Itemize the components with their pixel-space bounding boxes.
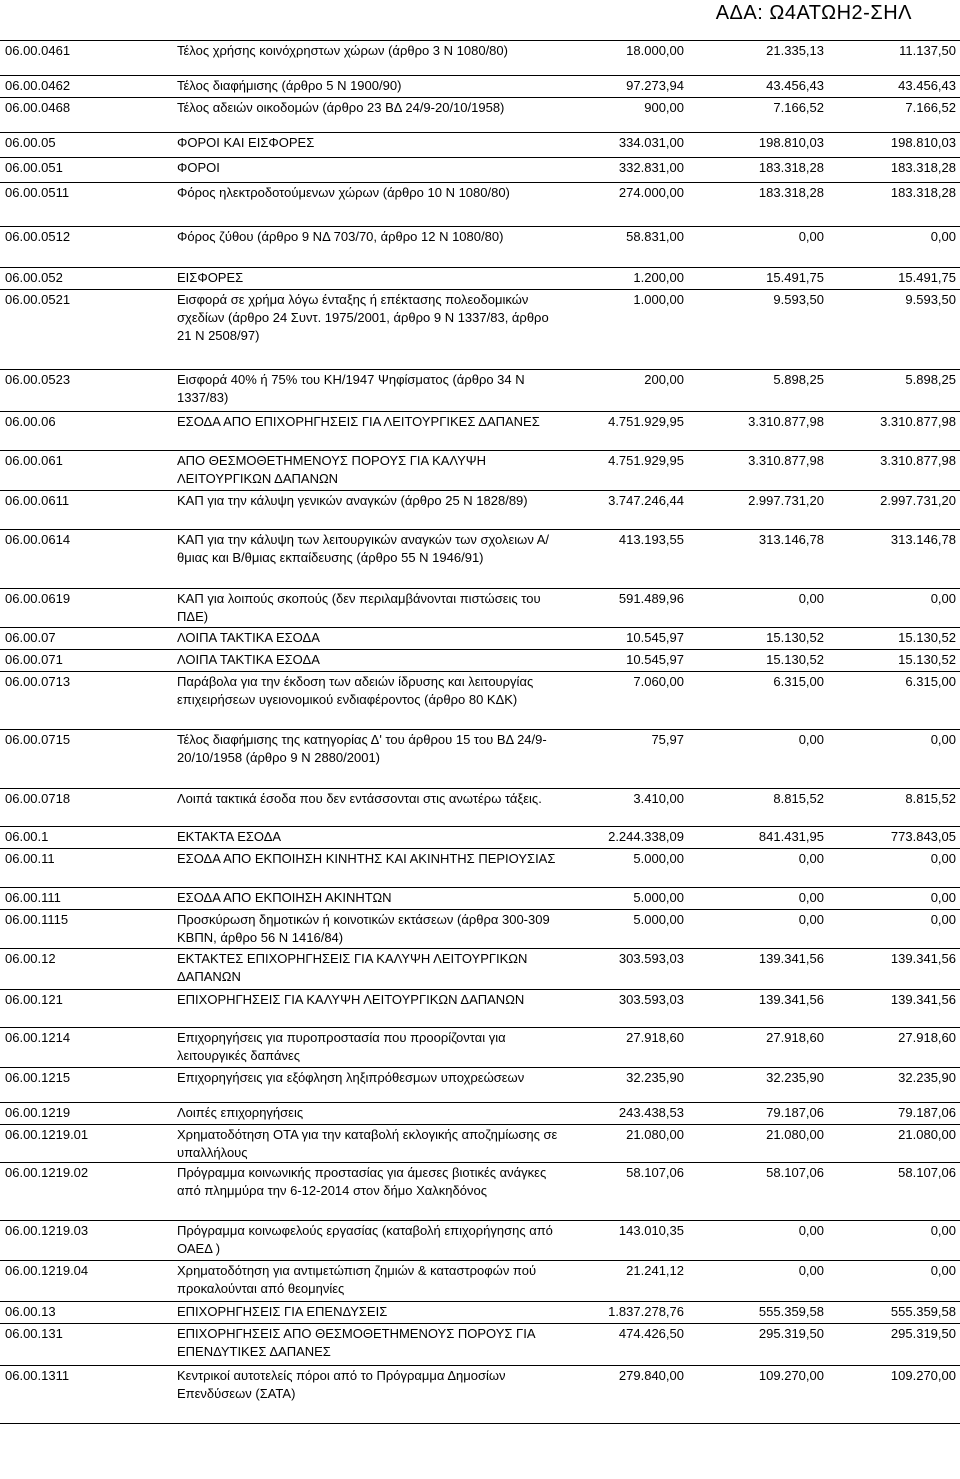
row-value-collected: 0,00 <box>930 732 956 747</box>
table-row <box>0 158 960 183</box>
row-value-collected: 11.137,50 <box>899 43 956 58</box>
row-code: 06.00.1115 <box>5 912 69 927</box>
table-row <box>0 98 960 133</box>
row-code: 06.00.1311 <box>5 1368 70 1383</box>
row-value-collected: 9.593,50 <box>905 292 956 307</box>
row-value-certified: 109.270,00 <box>758 1368 824 1383</box>
table-row <box>0 1302 960 1324</box>
row-code: 06.00.11 <box>5 851 55 866</box>
row-code: 06.00.05 <box>5 135 56 150</box>
row-value-certified: 15.130,52 <box>766 630 824 645</box>
row-code: 06.00.0468 <box>5 100 71 115</box>
row-description: ΕΣΟΔΑ ΑΠΟ ΕΚΠΟΙΗΣΗ ΑΚΙΝΗΤΩΝ <box>177 890 392 905</box>
row-value-collected: 5.898,25 <box>905 372 956 387</box>
row-value-certified: 2.997.731,20 <box>748 493 824 508</box>
row-code: 06.00.121 <box>5 992 63 1007</box>
table-row <box>0 849 960 888</box>
row-description: Φόρος ηλεκτροδοτούμενων χώρων (άρθρο 10 Ν 1080/80) <box>177 185 510 200</box>
row-value-budget: 32.235,90 <box>626 1070 684 1085</box>
table-row <box>0 370 960 412</box>
row-description: Παράβολα για την έκδοση των αδειών ίδρυσης και λειτουργίας επιχειρήσεων υγειονομικού ενδιαφέροντος (άρθρο 80 ΚΔΚ) <box>177 674 534 707</box>
row-description: ΕΠΙΧΟΡΗΓΗΣΕΙΣ ΓΙΑ ΚΑΛΥΨΗ ΛΕΙΤΟΥΡΓΙΚΩΝ ΔΑΠΑΝΩΝ <box>177 992 525 1007</box>
row-description: ΚΑΠ για λοιπούς σκοπούς (δεν περιλαμβάνονται πιστώσεις του ΠΔΕ) <box>177 591 541 624</box>
row-value-collected: 0,00 <box>930 851 956 866</box>
row-description: Τέλος διαφήμισης (άρθρο 5 Ν 1900/90) <box>177 78 402 93</box>
row-value-certified: 0,00 <box>798 229 824 244</box>
row-value-collected: 27.918,60 <box>898 1030 956 1045</box>
table-row <box>0 451 960 491</box>
row-code: 06.00.1219.01 <box>5 1127 89 1142</box>
table-row <box>0 1125 960 1163</box>
row-value-budget: 18.000,00 <box>626 43 684 58</box>
row-value-collected: 139.341,56 <box>890 951 956 966</box>
budget-table <box>0 41 960 1424</box>
row-value-certified: 0,00 <box>798 851 824 866</box>
row-code: 06.00.12 <box>5 951 56 966</box>
row-description: Προσκύρωση δημοτικών ή κοινοτικών εκτάσεων (άρθρα 300-309 ΚΒΠΝ, άρθρο 56 Ν 1416/84) <box>177 912 550 945</box>
row-value-budget: 274.000,00 <box>618 185 684 200</box>
row-value-collected: 313.146,78 <box>890 532 956 547</box>
row-description: ΛΟΙΠΑ ΤΑΚΤΙΚΑ ΕΣΟΔΑ <box>177 630 320 645</box>
row-value-budget: 5.000,00 <box>633 890 684 905</box>
row-description: Εισφορά 40% ή 75% του ΚΗ/1947 Ψηφίσματος (άρθρο 34 Ν 1337/83) <box>177 372 525 405</box>
row-value-certified: 139.341,56 <box>758 951 824 966</box>
row-description: Λοιπές επιχορηγήσεις <box>177 1105 304 1120</box>
table-row <box>0 268 960 290</box>
row-code: 06.00.131 <box>5 1326 63 1341</box>
row-value-certified: 183.318,28 <box>758 160 824 175</box>
row-value-budget: 5.000,00 <box>633 851 684 866</box>
table-row <box>0 949 960 990</box>
table-row <box>0 789 960 827</box>
row-value-budget: 58.107,06 <box>626 1165 684 1180</box>
row-value-collected: 0,00 <box>930 1263 956 1278</box>
row-description: ΕΣΟΔΑ ΑΠΟ ΕΚΠΟΙΗΣΗ ΚΙΝΗΤΗΣ ΚΑΙ ΑΚΙΝΗΤΗΣ ΠΕΡΙΟΥΣΙΑΣ <box>177 851 556 866</box>
table-row <box>0 730 960 789</box>
row-value-budget: 303.593,03 <box>618 951 684 966</box>
table-row <box>0 1366 960 1424</box>
row-code: 06.00.1219.02 <box>5 1165 89 1180</box>
row-value-certified: 139.341,56 <box>758 992 824 1007</box>
row-description: Κεντρικοί αυτοτελείς πόροι από το Πρόγραμμα Δημοσίων Επενδύσεων (ΣΑΤΑ) <box>177 1368 506 1401</box>
row-code: 06.00.1215 <box>5 1070 71 1085</box>
row-code: 06.00.13 <box>5 1304 56 1319</box>
row-value-budget: 413.193,55 <box>618 532 684 547</box>
row-value-budget: 3.747.246,44 <box>608 493 684 508</box>
row-code: 06.00.0523 <box>5 372 71 387</box>
row-code: 06.00.0521 <box>5 292 71 307</box>
row-value-certified: 32.235,90 <box>766 1070 824 1085</box>
row-value-certified: 79.187,06 <box>766 1105 824 1120</box>
row-description: ΚΑΠ για την κάλυψη γενικών αναγκών (άρθρο 25 Ν 1828/89) <box>177 493 528 508</box>
row-value-certified: 15.491,75 <box>766 270 824 285</box>
table-row <box>0 290 960 370</box>
row-value-budget: 900,00 <box>644 100 684 115</box>
row-value-collected: 183.318,28 <box>890 185 956 200</box>
row-value-certified: 198.810,03 <box>758 135 824 150</box>
row-value-budget: 303.593,03 <box>618 992 684 1007</box>
row-value-budget: 3.410,00 <box>633 791 684 806</box>
row-value-budget: 200,00 <box>644 372 684 387</box>
row-value-budget: 591.489,96 <box>618 591 684 606</box>
row-value-budget: 7.060,00 <box>633 674 684 689</box>
table-row <box>0 1103 960 1125</box>
row-code: 06.00.0619 <box>5 591 71 606</box>
row-value-certified: 58.107,06 <box>766 1165 824 1180</box>
row-description: ΕΠΙΧΟΡΗΓΗΣΕΙΣ ΓΙΑ ΕΠΕΝΔΥΣΕΙΣ <box>177 1304 388 1319</box>
table-row <box>0 1163 960 1221</box>
row-value-budget: 97.273,94 <box>626 78 684 93</box>
row-code: 06.00.1219 <box>5 1105 71 1120</box>
row-value-collected: 21.080,00 <box>898 1127 956 1142</box>
table-row <box>0 1324 960 1366</box>
row-value-budget: 4.751.929,95 <box>608 414 684 429</box>
row-description: Τέλος χρήσης κοινόχρηστων χώρων (άρθρο 3 Ν 1080/80) <box>177 43 508 58</box>
row-value-budget: 279.840,00 <box>618 1368 684 1383</box>
row-code: 06.00.1 <box>5 829 49 844</box>
row-code: 06.00.0512 <box>5 229 71 244</box>
row-description: Χρηματοδότηση ΟΤΑ για την καταβολή εκλογικής αποζημίωσης σε υπαλλήλους <box>177 1127 558 1160</box>
row-code: 06.00.0718 <box>5 791 71 806</box>
table-row <box>0 530 960 589</box>
row-value-budget: 243.438,53 <box>618 1105 684 1120</box>
row-value-certified: 9.593,50 <box>773 292 824 307</box>
row-value-certified: 3.310.877,98 <box>748 414 824 429</box>
table-row <box>0 76 960 98</box>
row-value-collected: 183.318,28 <box>890 160 956 175</box>
table-row <box>0 412 960 451</box>
row-value-budget: 1.000,00 <box>633 292 684 307</box>
row-value-certified: 3.310.877,98 <box>748 453 824 468</box>
table-row <box>0 589 960 628</box>
row-code: 06.00.0614 <box>5 532 71 547</box>
row-value-budget: 2.244.338,09 <box>608 829 684 844</box>
table-row <box>0 1261 960 1302</box>
row-value-budget: 1.200,00 <box>633 270 684 285</box>
row-value-certified: 6.315,00 <box>773 674 824 689</box>
row-description: Πρόγραμμα κοινωνικής προστασίας για άμεσες βιοτικές ανάγκες από πλημμύρα την 6-12-2014 στον δήμο Χαλκηδόνος <box>177 1165 547 1198</box>
row-value-certified: 0,00 <box>798 732 824 747</box>
row-code: 06.00.0611 <box>5 493 70 508</box>
row-value-budget: 334.031,00 <box>618 135 684 150</box>
row-value-certified: 5.898,25 <box>773 372 824 387</box>
row-code: 06.00.061 <box>5 453 63 468</box>
row-value-budget: 1.837.278,76 <box>608 1304 684 1319</box>
row-value-certified: 295.319,50 <box>758 1326 824 1341</box>
row-value-collected: 6.315,00 <box>905 674 956 689</box>
row-value-collected: 109.270,00 <box>890 1368 956 1383</box>
row-value-budget: 5.000,00 <box>633 912 684 927</box>
table-row <box>0 672 960 730</box>
row-value-budget: 10.545,97 <box>626 652 684 667</box>
row-value-certified: 0,00 <box>798 912 824 927</box>
table-row <box>0 183 960 227</box>
row-description: ΦΟΡΟΙ ΚΑΙ ΕΙΣΦΟΡΕΣ <box>177 135 315 150</box>
row-description: ΦΟΡΟΙ <box>177 160 220 175</box>
row-value-collected: 3.310.877,98 <box>880 414 956 429</box>
ada-header: ΑΔΑ: Ω4ΑΤΩΗ2-ΣΗΛ <box>715 2 912 24</box>
row-value-budget: 58.831,00 <box>626 229 684 244</box>
row-description: Τέλος αδειών οικοδομών (άρθρο 23 ΒΔ 24/9-20/10/1958) <box>177 100 505 115</box>
row-description: Χρηματοδότηση για αντιμετώπιση ζημιών & καταστροφών πού προκαλούνται από θεομηνίες <box>177 1263 537 1296</box>
row-description: ΕΙΣΦΟΡΕΣ <box>177 270 244 285</box>
row-value-collected: 0,00 <box>930 912 956 927</box>
row-code: 06.00.0462 <box>5 78 71 93</box>
row-value-certified: 8.815,52 <box>773 791 824 806</box>
table-row <box>0 650 960 672</box>
row-description: ΕΚΤΑΚΤΕΣ ΕΠΙΧΟΡΗΓΗΣΕΙΣ ΓΙΑ ΚΑΛΥΨΗ ΛΕΙΤΟΥΡΓΙΚΩΝ ΔΑΠΑΝΩΝ <box>177 951 528 984</box>
row-value-collected: 15.130,52 <box>898 652 956 667</box>
row-description: Επιχορηγήσεις για πυροπροστασία που προορίζονται για λειτουργικές δαπάνες <box>177 1030 506 1063</box>
row-code: 06.00.1219.04 <box>5 1263 89 1278</box>
row-value-certified: 313.146,78 <box>758 532 824 547</box>
row-code: 06.00.07 <box>5 630 56 645</box>
row-value-budget: 4.751.929,95 <box>608 453 684 468</box>
row-code: 06.00.052 <box>5 270 63 285</box>
row-value-certified: 27.918,60 <box>766 1030 824 1045</box>
table-row <box>0 41 960 76</box>
row-value-certified: 21.335,13 <box>766 43 824 58</box>
row-value-collected: 7.166,52 <box>905 100 956 115</box>
table-row <box>0 1028 960 1068</box>
row-value-collected: 15.491,75 <box>898 270 956 285</box>
table-row <box>0 990 960 1028</box>
row-code: 06.00.0461 <box>5 43 71 58</box>
row-description: ΚΑΠ για την κάλυψη των λειτουργικών αναγκών των σχολειων Α/θμιας και Β/θμιας εκπαίδευσης (άρθρο 55 Ν 1946/91) <box>177 532 550 565</box>
row-description: Φόρος ζύθου (άρθρο 9 ΝΔ 703/70, άρθρο 12 Ν 1080/80) <box>177 229 504 244</box>
row-value-budget: 21.080,00 <box>626 1127 684 1142</box>
row-description: Τέλος διαφήμισης της κατηγορίας Δ' του άρθρου 15 του ΒΔ 24/9-20/10/1958 (άρθρο 9 Ν 2880/2001) <box>177 732 547 765</box>
row-value-budget: 75,97 <box>651 732 684 747</box>
row-value-certified: 7.166,52 <box>773 100 824 115</box>
row-code: 06.00.0511 <box>5 185 70 200</box>
row-code: 06.00.06 <box>5 414 56 429</box>
row-value-collected: 295.319,50 <box>890 1326 956 1341</box>
row-description: Πρόγραμμα κοινωφελούς εργασίας (καταβολή επιχορήγησης από ΟΑΕΔ ) <box>177 1223 553 1256</box>
row-code: 06.00.051 <box>5 160 63 175</box>
row-value-collected: 555.359,58 <box>890 1304 956 1319</box>
table-row <box>0 491 960 530</box>
row-value-certified: 21.080,00 <box>766 1127 824 1142</box>
row-value-collected: 8.815,52 <box>905 791 956 806</box>
row-description: Εισφορά σε χρήμα λόγω ένταξης ή επέκτασης πολεοδομικών σχεδίων (άρθρο 24 Συντ. 1975/2001, άρθρο 9 Ν 1337/83, άρθρο 21 Ν 2508/97) <box>177 292 549 343</box>
row-code: 06.00.071 <box>5 652 63 667</box>
table-row <box>0 888 960 910</box>
row-value-budget: 143.010,35 <box>618 1223 684 1238</box>
row-value-budget: 21.241,12 <box>626 1263 684 1278</box>
table-row <box>0 133 960 158</box>
row-value-certified: 0,00 <box>798 1223 824 1238</box>
row-description: ΛΟΙΠΑ ΤΑΚΤΙΚΑ ΕΣΟΔΑ <box>177 652 320 667</box>
row-value-collected: 0,00 <box>930 890 956 905</box>
table-row <box>0 827 960 849</box>
table-row <box>0 1221 960 1261</box>
row-description: Λοιπά τακτικά έσοδα που δεν εντάσσονται στις ανωτέρω τάξεις. <box>177 791 542 806</box>
row-value-certified: 841.431,95 <box>758 829 824 844</box>
row-code: 06.00.111 <box>5 890 61 905</box>
row-value-collected: 3.310.877,98 <box>880 453 956 468</box>
row-value-budget: 474.426,50 <box>618 1326 684 1341</box>
table-row <box>0 227 960 268</box>
row-value-collected: 32.235,90 <box>898 1070 956 1085</box>
row-value-collected: 139.341,56 <box>890 992 956 1007</box>
row-description: ΕΚΤΑΚΤΑ ΕΣΟΔΑ <box>177 829 282 844</box>
row-value-collected: 43.456,43 <box>898 78 956 93</box>
row-value-collected: 58.107,06 <box>898 1165 956 1180</box>
row-value-certified: 0,00 <box>798 591 824 606</box>
row-description: ΑΠΟ ΘΕΣΜΟΘΕΤΗΜΕΝΟΥΣ ΠΟΡΟΥΣ ΓΙΑ ΚΑΛΥΨΗ ΛΕΙΤΟΥΡΓΙΚΩΝ ΔΑΠΑΝΩΝ <box>177 453 487 486</box>
table-row <box>0 1068 960 1103</box>
row-value-collected: 0,00 <box>930 591 956 606</box>
row-value-budget: 27.918,60 <box>626 1030 684 1045</box>
row-value-collected: 198.810,03 <box>890 135 956 150</box>
row-value-collected: 2.997.731,20 <box>880 493 956 508</box>
row-value-budget: 332.831,00 <box>618 160 684 175</box>
row-value-collected: 773.843,05 <box>890 829 956 844</box>
row-value-collected: 15.130,52 <box>898 630 956 645</box>
row-code: 06.00.0713 <box>5 674 71 689</box>
row-value-certified: 43.456,43 <box>766 78 824 93</box>
row-value-collected: 0,00 <box>930 229 956 244</box>
row-value-certified: 555.359,58 <box>758 1304 824 1319</box>
row-value-certified: 0,00 <box>798 1263 824 1278</box>
row-code: 06.00.1214 <box>5 1030 71 1045</box>
table-row <box>0 628 960 650</box>
row-value-collected: 0,00 <box>930 1223 956 1238</box>
row-description: ΕΣΟΔΑ ΑΠΟ ΕΠΙΧΟΡΗΓΗΣΕΙΣ ΓΙΑ ΛΕΙΤΟΥΡΓΙΚΕΣ ΔΑΠΑΝΕΣ <box>177 414 540 429</box>
row-description: Επιχορηγήσεις για εξόφληση ληξιπρόθεσμων υποχρεώσεων <box>177 1070 525 1085</box>
row-value-certified: 15.130,52 <box>766 652 824 667</box>
row-code: 06.00.0715 <box>5 732 71 747</box>
row-description: ΕΠΙΧΟΡΗΓΗΣΕΙΣ ΑΠΟ ΘΕΣΜΟΘΕΤΗΜΕΝΟΥΣ ΠΟΡΟΥΣ ΓΙΑ ΕΠΕΝΔΥΤΙΚΕΣ ΔΑΠΑΝΕΣ <box>177 1326 535 1359</box>
table-row <box>0 910 960 949</box>
row-value-budget: 10.545,97 <box>626 630 684 645</box>
row-value-collected: 79.187,06 <box>898 1105 956 1120</box>
row-value-certified: 0,00 <box>798 890 824 905</box>
row-value-certified: 183.318,28 <box>758 185 824 200</box>
row-code: 06.00.1219.03 <box>5 1223 89 1238</box>
